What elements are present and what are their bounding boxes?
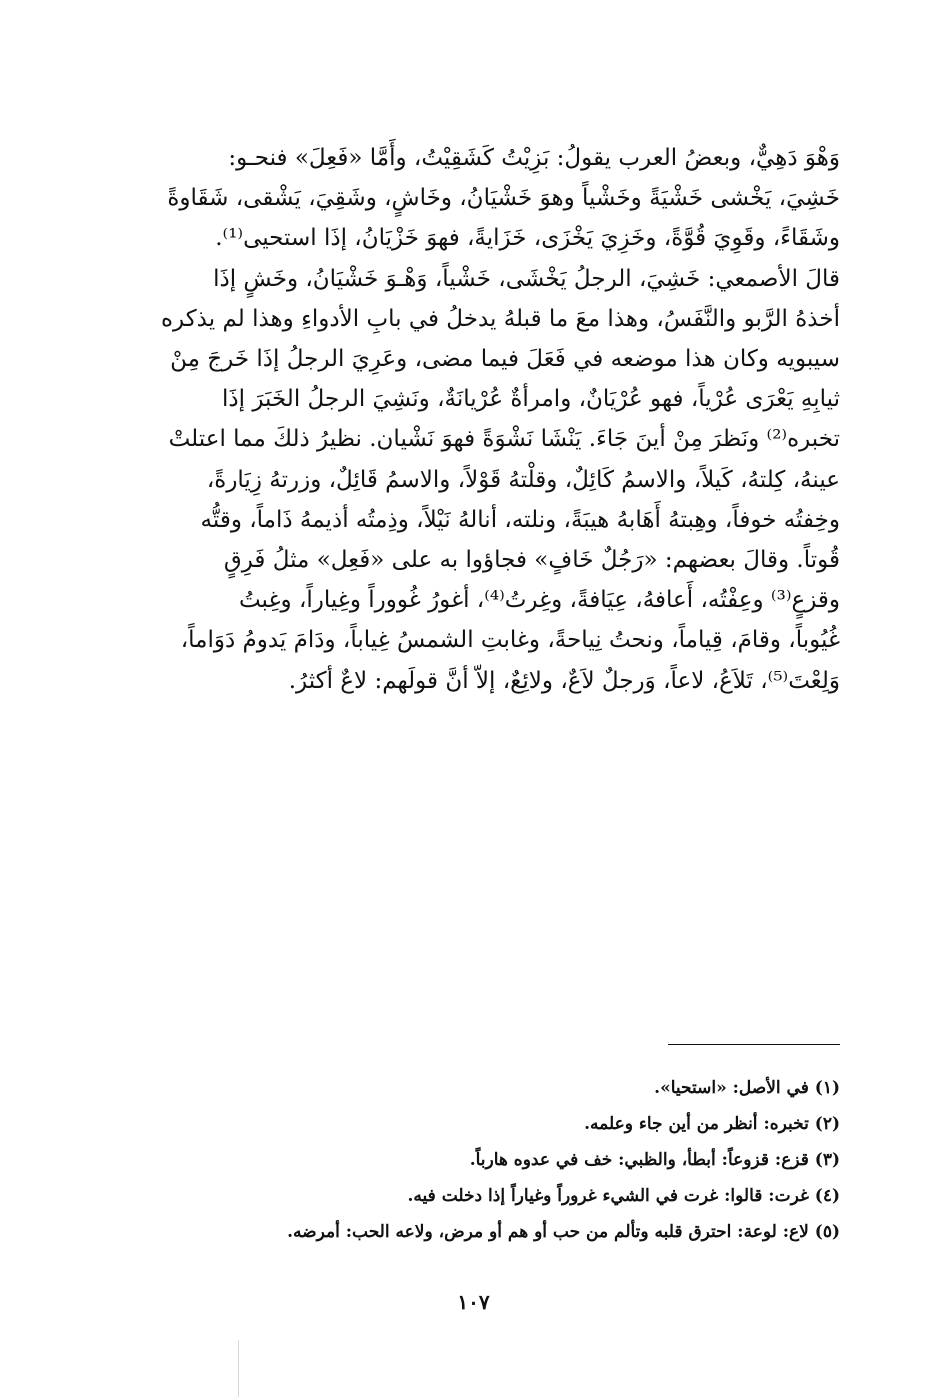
- main-text-block: [148, 138, 840, 701]
- text-line: سيبويه وكان هذا موضعه في فَعَلَ فيما مضى، وعَرِيَ الرجلُ إذَا خَرجَ مِنْ: [170, 346, 840, 373]
- text-line: وقزعٍ⁽³⁾ وعِفْتُه، أَعافهُ، عِيَافةً، وغِرتُ⁽⁴⁾، أغورُ غُووراً وغِياراً، وغِبتُ: [238, 587, 840, 614]
- page-number: ١٠٧: [457, 1290, 490, 1314]
- text-line: تخبره⁽²⁾ ونَظرَ مِنْ أينَ جَاءَ. يَنْشَا نَشْوَةً فهوَ نَشْيان. نظيرُ ذلكَ مما اعتلتْ: [168, 426, 840, 453]
- text-line: خَشِيَ، يَخْشى خَشْيَةً وخَشْياً وهوَ خَشْيَانُ، وخَاشٍ، وشَقِيَ، يَشْقى، شَقَاوةً: [167, 185, 840, 212]
- text-line: وَهْوَ دَهِيٌّ، وبعضُ العرب يقولُ: بَزِيْتُ كَشَقِيْتُ، وأَمَّا «فَعِلَ» فنحـو:: [228, 145, 840, 171]
- text-line: غُيُوباً، وقامَ، قِياماً، ونحتُ نِياحةً، وغابتِ الشمسُ غِياباً، ودَامَ يَدومُ دَوَاماً،: [180, 627, 840, 654]
- text-line: وشَقَاءً، وقَوِيَ قُوَّةً، وخَزِيَ يَخْزَى، خَزَايةً، فهوَ خَزْيَانُ، إذَا استحيى⁽¹⁾.: [215, 225, 840, 252]
- footnote: (١) في الأصل: «استحيا».: [654, 1078, 840, 1098]
- text-line: قالَ الأصمعي: خَشِيَ، الرجلُ يَخْشَى، خَشْياً، وَهْـوَ خَشْيَانُ، وخَشٍ إذَا: [213, 265, 840, 292]
- text-line: وَلِعْتَ⁽⁵⁾، تَلاَعُ، لاعاً، وَرجلٌ لاَعٌ، ولائِعٌ، إلاّ أنَّ قولَهم: لاعٌ أكثرُ.: [288, 667, 840, 694]
- text-line: وخِفتُه خوفاً، وهِبتهُ أَهَابهُ هيبَةً، ونلته، أنالهُ نَيْلاً، وذِمتُه أذيمهُ ذَاماً، وقتُّه: [200, 506, 840, 533]
- text-line: قُوتاً. وقالَ بعضهم: «رَجُلٌ خَافٍ» فجاؤوا به على «فَعِل» مثلُ فَرِقٍ: [223, 547, 840, 574]
- scan-artifact: [238, 1340, 239, 1397]
- footnote-separator: [668, 1044, 840, 1045]
- footnote: (٣) قزع: قزوعاً: أبطأ، والظبي: خف في عدوه هارباً.: [469, 1150, 840, 1170]
- footnotes-block: [160, 1070, 840, 1250]
- footnote: (٢) تخبره: أنظر من أين جاء وعلمه.: [584, 1114, 840, 1134]
- footnote: (٤) غرت: قالوا: غرت في الشيء غروراً وغياراً إذا دخلت فيه.: [407, 1186, 840, 1206]
- text-line: أخذهُ الرَّبو والنَّفَسُ، وهذا معَ ما قبلهُ يدخلُ في بابِ الأدواءِ وهذا لم يذكره: [160, 305, 840, 332]
- text-line: ثيابِهِ يَعْرَى عُرْياً، فهو عُرْيَانٌ، وامرأةٌ عُرْيانَةٌ، ونَشِيَ الرجلُ الخَبَرَ إذَا: [222, 386, 840, 413]
- text-line: عينهُ، كِلتهُ، كَيلاً، والاسمُ كَائِلٌ، وقلْتهُ قَوْلاً، والاسمُ قَائِلٌ، وزرتهُ زِيَارةً،: [206, 466, 840, 493]
- footnote: (٥) لاع: لوعة: احترق قلبه وتألم من حب أو هم أو مرض، ولاعه الحب: أمرضه.: [287, 1222, 840, 1242]
